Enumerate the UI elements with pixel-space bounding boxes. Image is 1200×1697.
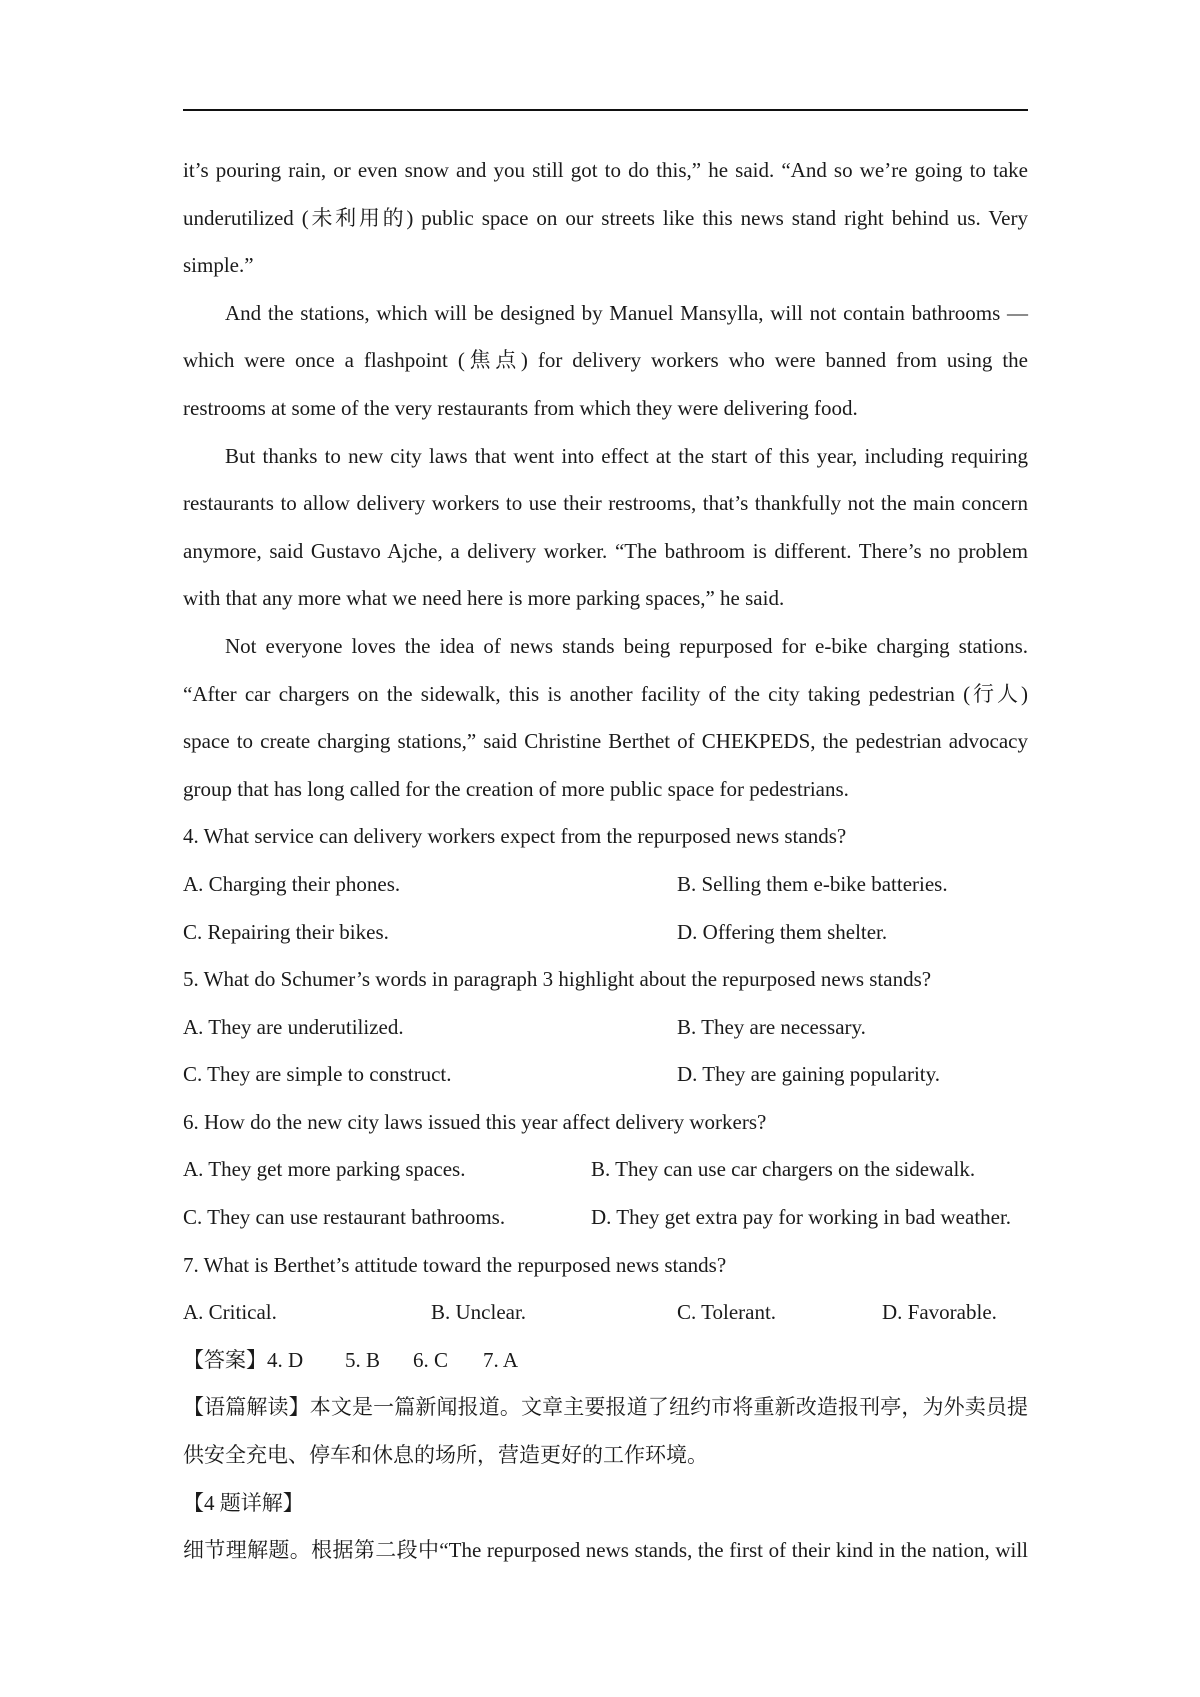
passage-line: with that any more what we need here is more parking spaces,” he said. [183, 586, 785, 611]
option-d: D. Offering them shelter. [677, 919, 888, 944]
option-c: C. Tolerant. [677, 1300, 777, 1325]
analysis-line: 【语篇解读】本文是一篇新闻报道。文章主要报道了纽约市将重新改造报刊亭，为外卖员提 [183, 1395, 1028, 1420]
passage-line: And the stations, which will be designed by Manuel Mansylla, will not contain bathrooms — [225, 300, 1028, 325]
option-b: B. Unclear. [431, 1300, 527, 1325]
question-options-row [183, 1146, 1028, 1194]
answer-6: 6. C [413, 1347, 449, 1372]
passage-line: “After car chargers on the sidewalk, this is another facility of the city taking pedestrian (行人) [183, 681, 1028, 706]
answer-label: 【答案】 [183, 1347, 267, 1372]
answer-4: 4. D [267, 1347, 304, 1372]
analysis-line: 供安全充电、停车和休息的场所，营造更好的工作环境。 [183, 1443, 708, 1468]
option-a: A. They get more parking spaces. [183, 1157, 466, 1182]
option-b: B. They can use car chargers on the sidewalk. [591, 1157, 976, 1182]
option-d: D. They get extra pay for working in bad weather. [591, 1205, 1012, 1230]
page-content [183, 147, 1028, 1575]
option-d: D. They are gaining popularity. [677, 1062, 941, 1087]
question-options-row [183, 1289, 1028, 1337]
answer-key [183, 1337, 1028, 1385]
option-c: C. They are simple to construct. [183, 1062, 452, 1087]
passage-line: which were once a flashpoint (焦点) for delivery workers who were banned from using the [183, 348, 1028, 373]
option-a: A. Critical. [183, 1300, 277, 1325]
passage-line: anymore, said Gustavo Ajche, a delivery worker. “The bathroom is different. There’s no problem [183, 538, 1028, 563]
passage-line: But thanks to new city laws that went into effect at the start of this year, including requiring [225, 443, 1028, 468]
question-stem: 7. What is Berthet’s attitude toward the repurposed news stands? [183, 1252, 727, 1277]
question-options-row [183, 1194, 1028, 1242]
option-b: B. They are necessary. [677, 1014, 866, 1039]
passage-line: space to create charging stations,” said Christine Berthet of CHEKPEDS, the pedestrian advocacy [183, 729, 1028, 754]
question-stem: 5. What do Schumer’s words in paragraph 3 highlight about the repurposed news stands? [183, 967, 932, 992]
detail-line: 细节理解题。根据第二段中“The repurposed news stands, the first of their kind in the nation, will [183, 1538, 1028, 1563]
passage-line: restaurants to allow delivery workers to use their restrooms, that’s thankfully not the main concern [183, 491, 1028, 516]
option-c: C. Repairing their bikes. [183, 919, 389, 944]
passage-line: underutilized (未利用的) public space on our streets like this news stand right behind us. Very [183, 205, 1028, 230]
question-options-row [183, 909, 1028, 957]
question-options-row [183, 1051, 1028, 1099]
passage-line: group that has long called for the creation of more public space for pedestrians. [183, 776, 849, 801]
answer-7: 7. A [483, 1347, 519, 1372]
question-options-row [183, 861, 1028, 909]
question-stem: 6. How do the new city laws issued this year affect delivery workers? [183, 1109, 767, 1134]
passage-line: simple.” [183, 253, 254, 278]
option-c: C. They can use restaurant bathrooms. [183, 1205, 506, 1230]
passage-line: restrooms at some of the very restaurants from which they were delivering food. [183, 395, 858, 420]
detail-heading: 【4 题详解】 [183, 1490, 304, 1515]
option-a: A. They are underutilized. [183, 1014, 404, 1039]
question-options-row [183, 1004, 1028, 1052]
passage-line: it’s pouring rain, or even snow and you still got to do this,” he said. “And so we’re going to take [183, 158, 1028, 182]
option-d: D. Favorable. [882, 1300, 997, 1325]
question-stem: 4. What service can delivery workers expect from the repurposed news stands? [183, 824, 847, 849]
option-b: B. Selling them e-bike batteries. [677, 871, 948, 896]
header-rule [183, 109, 1028, 111]
passage-line: Not everyone loves the idea of news stands being repurposed for e-bike charging stations. [225, 633, 1028, 658]
option-a: A. Charging their phones. [183, 871, 401, 896]
answer-5: 5. B [345, 1347, 381, 1372]
